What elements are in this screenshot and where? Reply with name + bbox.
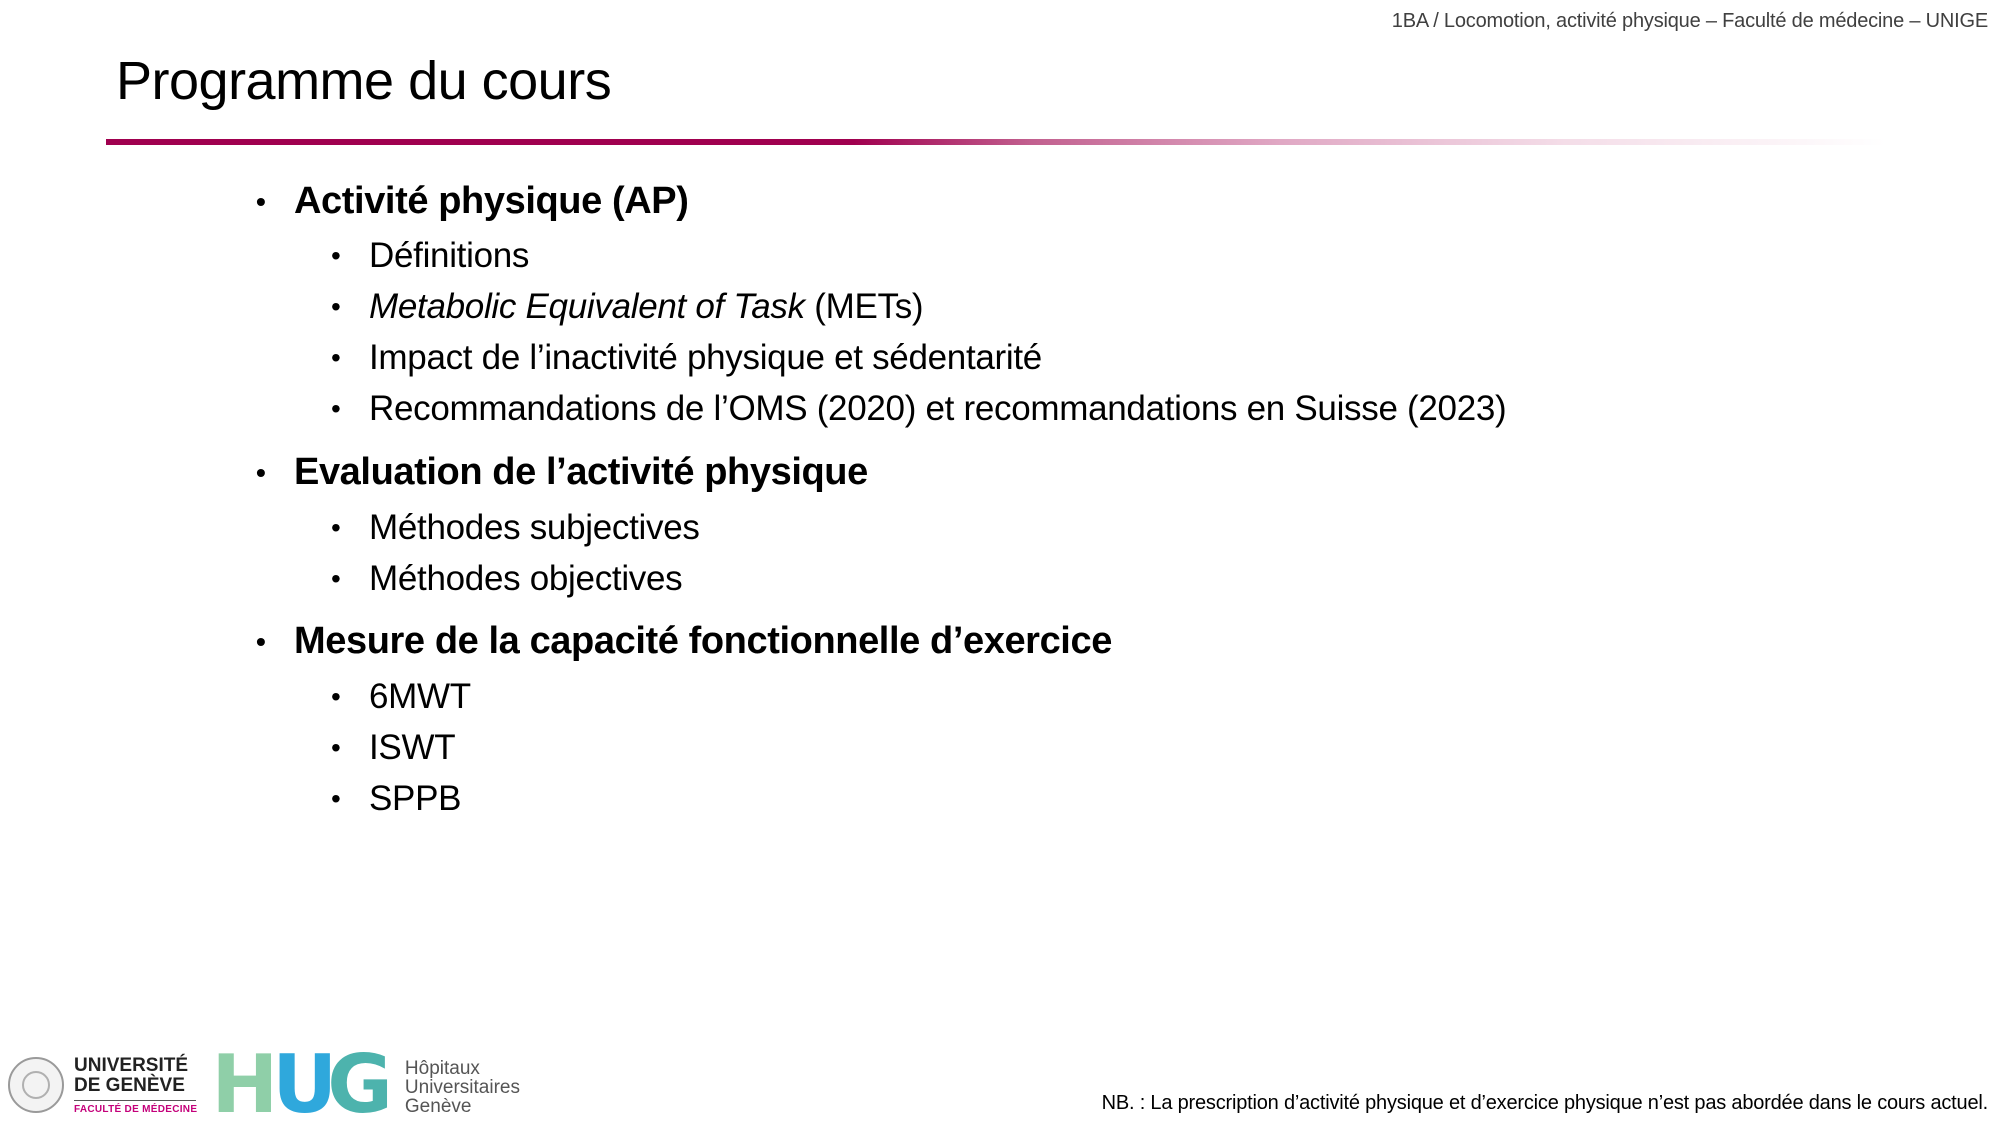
bullet-icon: •: [256, 626, 266, 657]
unige-divider: [74, 1100, 196, 1101]
item-label-italic: Metabolic Equivalent of Task: [369, 287, 805, 326]
outline-section-2: [256, 451, 868, 494]
outline-item: [331, 236, 530, 276]
section-label: Mesure de la capacité fonctionnelle d’exercice: [294, 620, 1112, 662]
bullet-icon: •: [331, 681, 341, 712]
footer-logos: [8, 1038, 520, 1131]
outline-item: [331, 338, 1042, 378]
outline-item: [331, 508, 700, 548]
item-label: ISWT: [369, 728, 456, 767]
outline-item: [331, 779, 462, 819]
outline-item: [331, 677, 471, 717]
item-label: 6MWT: [369, 677, 471, 716]
hug-line2: Universitaires: [404, 1077, 520, 1098]
bullet-icon: •: [331, 240, 341, 271]
outline-item: [331, 559, 683, 599]
outline-section-3: [256, 620, 1112, 663]
outline-item: [331, 287, 924, 327]
course-header-note: 1BA / Locomotion, activité physique – Faculté de médecine – UNIGE: [1391, 10, 1988, 32]
item-label: Méthodes subjectives: [369, 508, 700, 547]
footer-note: NB. : La prescription d’activité physique et d’exercice physique n’est pas abordée dans le cours actuel.: [1101, 1092, 1988, 1114]
item-label: SPPB: [369, 779, 462, 818]
bullet-icon: •: [331, 783, 341, 814]
bullet-icon: •: [331, 732, 341, 763]
outline-item: [331, 389, 1507, 429]
outline-item: [331, 728, 456, 768]
item-label: (METs): [804, 287, 924, 326]
page-title: Programme du cours: [116, 51, 612, 111]
bullet-icon: •: [331, 563, 341, 594]
bullet-icon: •: [331, 512, 341, 543]
section-label: Evaluation de l’activité physique: [294, 451, 868, 493]
hug-letter-g: G: [327, 1038, 393, 1131]
section-label: Activité physique (AP): [294, 180, 689, 222]
hug-line3: Genève: [404, 1096, 472, 1117]
unige-line1: UNIVERSITÉ: [74, 1054, 189, 1076]
hug-letter-u: U: [272, 1038, 338, 1131]
hug-logo: [211, 1038, 520, 1131]
unige-line2: DE GENÈVE: [74, 1074, 185, 1096]
item-label: Définitions: [369, 236, 530, 275]
hug-letter-h: H: [211, 1038, 279, 1131]
item-label: Impact de l’inactivité physique et sédentarité: [369, 338, 1042, 377]
bullet-icon: •: [331, 342, 341, 373]
hug-line1: Hôpitaux: [404, 1058, 480, 1079]
unige-seal-icon: [8, 1057, 64, 1113]
title-divider: [106, 139, 1886, 145]
unige-logo: [74, 1056, 197, 1115]
item-label: Méthodes objectives: [369, 559, 683, 598]
unige-faculty: FACULTÉ DE MÉDECINE: [74, 1103, 198, 1115]
bullet-icon: •: [331, 291, 341, 322]
bullet-icon: •: [256, 457, 266, 488]
hug-name: [405, 1059, 520, 1116]
bullet-icon: •: [256, 186, 266, 217]
outline-section-1: [256, 180, 689, 223]
bullet-icon: •: [331, 393, 341, 424]
item-label: Recommandations de l’OMS (2020) et recommandations en Suisse (2023): [369, 389, 1507, 428]
